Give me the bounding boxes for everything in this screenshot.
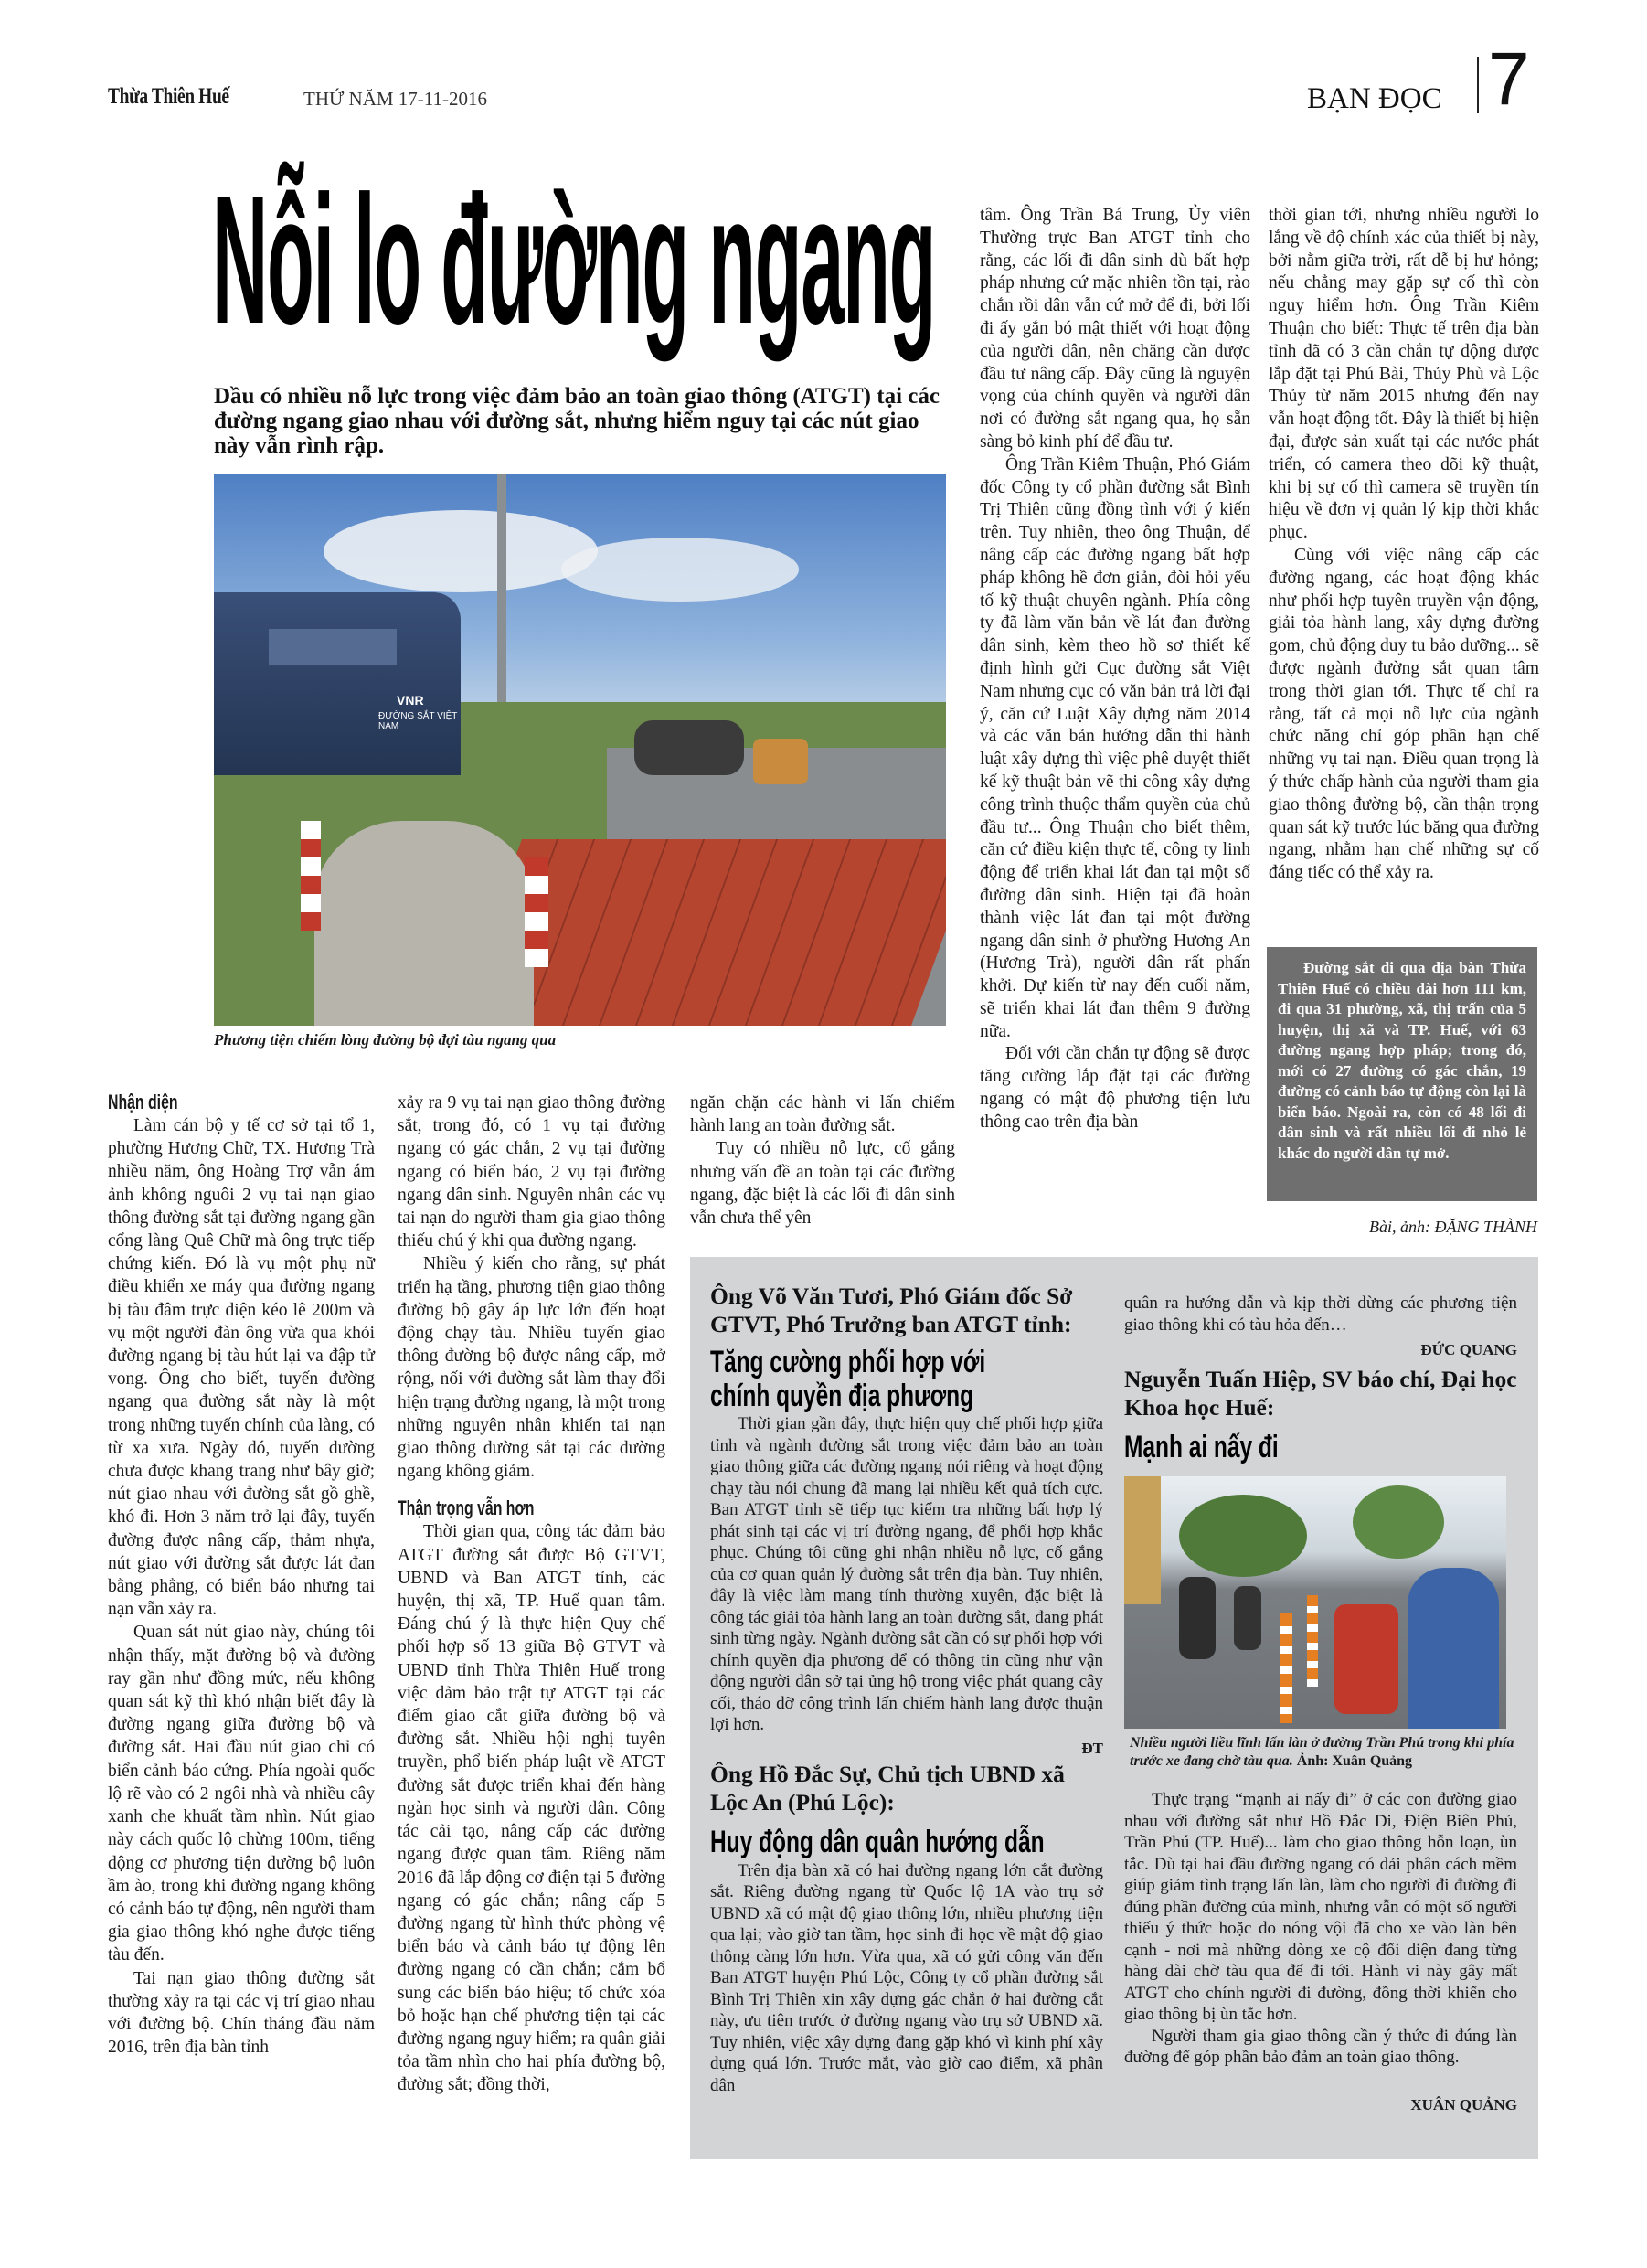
- paragraph: Quan sát nút giao này, chúng tôi nhận thấy, mặt đường bộ và đường ray gần như đồng mức, nếu không quan sát kỹ thì khó nhận biết đây là đường ngang giữa đường bộ và đường sắt. Hai đầu nút giao chỉ có biển cảnh báo cứng. Phía ngoài quốc lộ rẽ vào có 2 ngôi nhà và nhiều cây xanh che khuất tầm nhìn. Nút giao này cách quốc lộ chừng 100m, tiếng động cơ phương tiện đường bộ luôn ầm ào, trong khi đường ngang không có cảnh báo tự động, nên người tham gia giao thông khó nghe được tiếng tàu đến.: [108, 1623, 375, 1965]
- page-number: 7: [1488, 37, 1530, 121]
- paragraph: Đối với cần chắn tự động sẽ được tăng cường lắp đặt tại các đường ngang có mật độ phương tiện lưu thông cao trên địa bàn: [980, 1044, 1250, 1132]
- opinion-headline: chính quyền địa phương: [710, 1379, 974, 1413]
- paragraph: Tuy có nhiều nỗ lực, cố gắng nhưng vấn đề an toàn tại các đường ngang, đặc biệt là các lối đi dân sinh vẫn chưa thể yên: [690, 1139, 955, 1229]
- author: XUÂN QUẢNG: [1410, 2095, 1517, 2114]
- article-column-3: [690, 1091, 955, 1230]
- article-column-1: [108, 1090, 375, 2059]
- paragraph: Ông Trần Kiêm Thuận, Phó Giám đốc Công ty cổ phần đường sắt Bình Trị Thiên cũng đồng tình với ý kiến trên. Tuy nhiên, theo ông Thuận, để nâng cấp các đường ngang bất hợp pháp không hề đơn giản, đòi hỏi yếu tố kỹ thuật chuyên ngành. Phía công ty đã làm văn bản về lát đan đường dân sinh, kèm theo hồ sơ thiết kế định hình gửi Cục đường sắt Việt Nam nhưng cục có văn bản trả lời đại ý, căn cứ Luật Xây dựng năm 2014 và các văn bản hướng dẫn thi hành luật xây dựng thì việc phê duyệt thiết kế kỹ thuật bản vẽ thi công xây dựng công trình thuộc thẩm quyền của chủ đầu tư... Ông Thuận cho biết thêm, căn cứ điều kiện thực tế, công ty linh động để triển khai lát đan tại một số đường dân sinh. Hiện tại đã hoàn thành việc lát đan tại một đường ngang dân sinh ở phường Hương An (Hương Trà), người dân rất phấn khởi. Dự kiến từ nay đến cuối năm, sẽ triển khai lát đan thêm 9 đường nữa.: [980, 454, 1250, 1041]
- photo-credit: Ảnh: Xuân Quảng: [1296, 1753, 1413, 1769]
- paragraph: Thời gian gần đây, thực hiện quy chế phối hợp giữa tỉnh và ngành đường sắt trong việc đảm bảo an toàn giao thông giữa các đường ngang nói riêng và hoạt động chạy tàu nói chung đã mang lại nhiều kết quả tích cực. Ban ATGT tỉnh sẽ tiếp tục kiểm tra những bất hợp lý phát sinh tại các vị trí đường ngang, để phối hợp khắc phục. Chúng tôi cũng ghi nhận nhiều nỗ lực, cố gắng của cơ quan quản lý đường sắt trên địa bàn. Tuy nhiên, đây là việc làm mang tính thường xuyên, đặc biệt là công tác giải tỏa hành lang an toàn đường sắt, đang phát sinh từng ngày. Ngành đường sắt cần có sự phối hợp với chính quyền địa phương để có thông tin cũng như vận động người dân sở tại ủng hộ trong việc phát quang cây cối, tháo dỡ công trình lấn chiếm hành lang được thuận lợi hơn.: [710, 1414, 1103, 1734]
- train-logo: VNR: [397, 693, 424, 708]
- train-label: ĐƯỜNG SẮT VIỆT NAM: [378, 711, 458, 731]
- paragraph: Cùng với việc nâng cấp các đường ngang, các hoạt động khác như phối hợp tuyên truyền vận động, giải tỏa hành lang, xây dựng đường gom, chủ động duy tu bảo dưỡng... sẽ được ngành đường sắt quan tâm trong thời gian tới. Thực tế chỉ ra rằng, tất cả mọi nỗ lực của ngành chức năng chỉ góp phần hạn chế những vụ tai nạn. Điều quan trọng là ý thức chấp hành của người tham gia giao thông đường bộ, cần thận trọng quan sát kỹ trước lúc băng qua đường ngang, nhằm hạn chế những sự cố đáng tiếc có thể xảy ra.: [1269, 545, 1539, 883]
- paragraph: Trên địa bàn xã có hai đường ngang lớn cắt đường sắt. Riêng đường ngang từ Quốc lộ 1A vào trụ sở UBND xã có mật độ giao thông lớn, nhiều phương tiện qua lại; vào giờ tan tầm, học sinh đi học về mật độ giao thông càng lớn hơn. Vừa qua, xã có gửi công văn đến Ban ATGT huyện Phú Lộc, Công ty cổ phần đường sắt Bình Trị Thiên xin xây dựng gác chắn ở hai đường cắt này, ưu tiên trước ở đường ngang vào trụ sở UBND xã. Tuy nhiên, việc xây dựng đang gặp khó vì kinh phí xây dựng quá lớn. Trước mắt, vào giờ cao điểm, xã phân dân: [710, 1860, 1103, 2095]
- street-traffic-photo: [1124, 1476, 1506, 1729]
- header-divider: [1477, 57, 1479, 113]
- fact-box: Đường sắt đi qua địa bàn Thừa Thiên Huế có chiều dài hơn 111 km, đi qua 31 phường, xã, thị trấn của 5 huyện, thị xã và TP. Huế, với 63 đường ngang hợp pháp; trong đó, mới có 27 đường có gác chắn, 19 đường có cảnh báo tự động còn lại là biển báo. Ngoài ra, còn có 48 lối đi dân sinh và rất nhiều lối đi nhỏ lẻ khác do người dân tự mở.: [1267, 947, 1537, 1201]
- article-lede: Dầu có nhiều nỗ lực trong việc đảm bảo an toàn giao thông (ATGT) tại các đường ngang giao nhau với đường sắt, nhưng hiểm nguy tại các nút giao này vẫn rình rập.: [214, 384, 940, 458]
- author: ĐT: [1081, 1739, 1103, 1757]
- speaker: Nguyễn Tuấn Hiệp, SV báo chí, Đại học Khoa học Huế:: [1124, 1366, 1517, 1421]
- paragraph: Tai nạn giao thông đường sắt thường xảy ra tại các vị trí giao nhau với đường bộ. Chín tháng đầu năm 2016, trên địa bàn tỉnh: [108, 1968, 375, 2058]
- byline: Bài, ảnh: ĐẶNG THÀNH: [1369, 1218, 1537, 1236]
- article-title-wrap: [212, 160, 952, 361]
- author: ĐỨC QUANG: [1420, 1341, 1517, 1358]
- paragraph: Làm cán bộ y tế cơ sở tại tổ 1, phường Hương Chữ, TX. Hương Trà nhiều năm, ông Hoàng Trợ vẫn ám ảnh không nguôi 2 vụ tai nạn giao thông đường sắt tại đường ngang gần cổng làng Quê Chữ mà ông trực tiếp chứng kiến. Đó là vụ một phụ nữ điều khiển xe máy qua đường ngang bị tàu đâm trực diện kéo lê 200m và vụ một người đàn ông vừa qua khỏi đường ngang bị tàu hút lại va đập tử vong. Ông cho biết, tuyến đường ngang qua đường sắt này là một trong những tuyến chính của làng, có từ xa xưa. Ngày đó, tuyến đường chưa được khang trang như bây giờ; nút giao nhau với đường sắt gồ ghề, khó đi. Hơn 3 năm trở lại đây, tuyến đường được nâng cấp, thảm nhựa, nút giao với đường sắt được lát đan bằng phẳng, có biển báo nhưng tai nạn vẫn xảy ra.: [108, 1116, 375, 1620]
- paragraph: quân ra hướng dẫn và kịp thời dừng các phương tiện giao thông khi có tàu hỏa đến…: [1124, 1294, 1517, 1335]
- article-column-4: [980, 205, 1250, 1134]
- article-title: Nỗi lo đường ngang: [212, 158, 936, 362]
- speaker: Ông Hồ Đắc Sự, Chủ tịch UBND xã Lộc An (Phú Lộc):: [710, 1760, 1065, 1815]
- section-heading: Thận trọng vẫn hơn: [398, 1496, 535, 1520]
- paragraph: thời gian tới, nhưng nhiều người lo lắng về độ chính xác của thiết bị này, bởi nằm giữa trời, rất dễ bị hư hỏng; nếu chẳng may gặp sự cố thì còn nguy hiểm hơn. Ông Trần Kiêm Thuận cho biết: Thực tế trên địa bàn tỉnh đã có 3 cần chắn tự động được lắp đặt tại Phú Bài, Thủy Phù và Lộc Thủy từ năm 2015 nhưng đến nay vẫn hoạt động tốt. Đây là thiết bị hiện đại, được sản xuất tại các nước phát triển, có camera theo dõi kỹ thuật, khi bị sự cố thì camera sẽ truyền tín hiệu về đơn vị quản lý kịp thời khắc phục.: [1269, 206, 1539, 543]
- opinion-headline: Huy động dân quân hướng dẫn: [710, 1824, 1045, 1859]
- newspaper-name: Thừa Thiên Huế: [108, 84, 229, 109]
- article-column-5: [1269, 205, 1539, 885]
- paragraph: Thực trạng “mạnh ai nấy đi” ở các con đường giao nhau với đường sắt như Hồ Đắc Di, Điện Biên Phủ, Trần Phú (TP. Huế)... làm cho giao thông hỗn loạn, ùn tắc. Dù tại hai đầu đường ngang có dải phân cách mềm giúp giảm tình trạng lấn làn, làm cho người đi đường đi đúng phần đường của mình, nhưng vẫn có một số người thiếu ý thức hoặc do nóng vội đã cho xe vào làn bên cạnh - nơi mà những dòng xe cộ đối diện đang từng hàng dài chờ tàu qua để đi tới. Hành vi này gây mất ATGT cho chính người đi đường, đồng thời khiến cho giao thông bị ùn tắc hơn.: [1124, 1790, 1517, 2024]
- opinion-headline: Mạnh ai nấy đi: [1124, 1430, 1279, 1464]
- photo-caption: Phương tiện chiếm lòng đường bộ đợi tàu ngang qua: [214, 1031, 557, 1049]
- paragraph: ngăn chặn các hành vi lấn chiếm hành lang an toàn đường sắt.: [690, 1093, 955, 1136]
- issue-date: THỨ NĂM 17-11-2016: [303, 88, 487, 110]
- paragraph: xảy ra 9 vụ tai nạn giao thông đường sắt, trong đó, có 1 vụ tại đường ngang có gác chắn, 2 vụ tại đường ngang có biển báo, 2 vụ tại đường ngang dân sinh. Nguyên nhân các vụ tai nạn do người tham gia giao thông thiếu chú ý khi qua đường ngang.: [398, 1093, 665, 1251]
- article-column-2: [398, 1091, 665, 2097]
- section-name: BẠN ĐỌC: [1307, 82, 1442, 115]
- opinion-2-3: [1124, 1293, 1517, 2114]
- photo-caption-2: [1124, 1734, 1517, 1771]
- caption-text: Nhiều người liều lĩnh lấn làn ở đường Trần Phú trong khi phía trước xe đang chờ tàu qua.: [1130, 1735, 1514, 1769]
- paragraph: Người tham gia giao thông cần ý thức đi đúng làn đường để góp phần bảo đảm an toàn giao thông.: [1124, 2026, 1517, 2067]
- train-icon: [214, 592, 461, 775]
- section-heading: Nhận diện: [108, 1091, 178, 1113]
- paragraph: tâm. Ông Trần Bá Trung, Ủy viên Thường trực Ban ATGT tỉnh cho rằng, các lối đi dân sinh dù bất hợp pháp nhưng cứ mặc nhiên tồn tại, rào chắn rồi dân vẫn cứ mở để đi, bởi lối đi ấy gắn bó mật thiết với hoạt động của người dân, nên chăng cần được đầu tư nâng cấp. Đây cũng là nguyện vọng của chính quyền và người dân nơi có đường sắt ngang qua, họ sẵn sàng bỏ kinh phí để đầu tư.: [980, 206, 1250, 452]
- opinion-headline: Tăng cường phối hợp với: [710, 1345, 986, 1379]
- speaker: Ông Võ Văn Tươi, Phó Giám đốc Sở GTVT, Phó Trưởng ban ATGT tỉnh:: [710, 1283, 1073, 1337]
- opinion-1: [710, 1282, 1103, 2096]
- railway-crossing-photo: [214, 474, 946, 1026]
- paragraph: Nhiều ý kiến cho rằng, sự phát triển hạ tầng, phương tiện giao thông đường bộ gây áp lực lớn đến hoạt động chạy tàu. Nhiều tuyến giao thông đường bộ được nâng cấp, mở rộng, nối với đường sắt làm thay đổi hiện trạng đường ngang, là một trong những nguyên nhân khiến tai nạn giao thông đường sắt tại các đường ngang không giảm.: [398, 1254, 665, 1482]
- paragraph: Thời gian qua, công tác đảm bảo ATGT đường sắt được Bộ GTVT, UBND và Ban ATGT tỉnh, các huyện, thị xã, TP. Huế quan tâm. Đáng chú ý là thực hiện Quy chế phối hợp số 13 giữa Bộ GTVT và UBND tỉnh Thừa Thiên Huế trong việc đảm bảo trật tự ATGT tại các điểm giao cắt giữa đường bộ và đường sắt. Nhiều hội nghị tuyên truyền, phổ biến pháp luật về ATGT đường sắt được triển khai đến hàng ngàn học sinh và người dân. Công tác cải tạo, nâng cấp các đường ngang được quan tâm. Riêng năm 2016 đã lắp động cơ điện tại 5 đường ngang có gác chắn; nâng cấp 5 đường ngang từ hình thức phòng vệ biển báo và cảnh báo tự động lên đường ngang có cần chắn; cắm bổ sung các biển báo hiệu; tổ chức xóa bỏ hoặc hạn chế phương tiện tại các đường ngang nguy hiểm; ra quân giải tỏa tầm nhìn cho hai phía đường bộ, đường sắt; đồng thời,: [398, 1522, 665, 2095]
